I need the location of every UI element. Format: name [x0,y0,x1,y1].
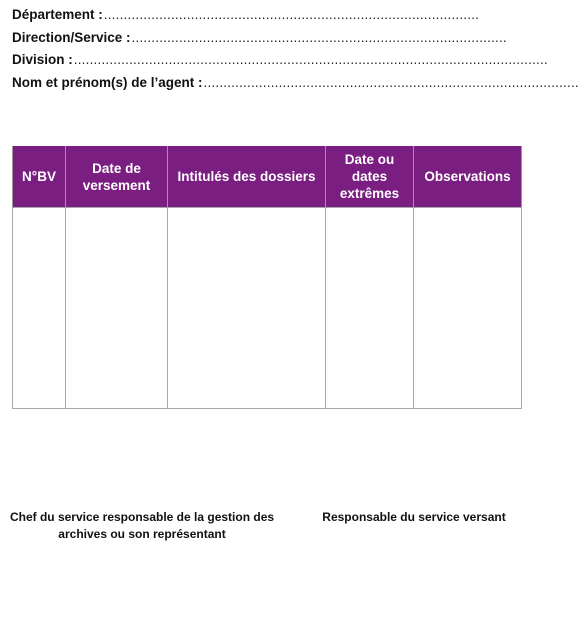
header-dates-extremes: Date ou dates extrêmes [326,146,414,208]
header-nbv: N°BV [13,146,66,208]
field-dots-departement: ............................................................................................... [103,7,480,22]
table-row [13,208,522,409]
cell-nbv[interactable] [13,208,66,409]
cell-intitules-dossiers[interactable] [168,208,326,409]
cell-date-versement[interactable] [66,208,168,409]
field-dots-division: ........................................................................................................................ [73,52,548,67]
field-nom-prenoms[interactable] [12,74,579,98]
field-label-departement: Département : [12,7,103,22]
field-dots-direction-service: ............................................................................................... [131,29,507,45]
field-label-division: Division : [12,52,73,67]
header-intitules-dossiers: Intitulés des dossiers [168,146,326,208]
field-label-nom-prenoms: Nom et prénom(s) de l’agent : [12,74,203,90]
field-direction-service[interactable] [12,30,522,53]
field-division[interactable] [12,52,548,75]
signature-chef-service: Chef du service responsable de la gestion des archives ou son représentant [9,510,275,541]
form-fields [12,7,579,97]
signature-responsable-versant: Responsable du service versant [322,510,506,524]
cell-observations[interactable] [414,208,522,409]
field-departement[interactable] [12,7,522,30]
register-table-container [12,146,521,409]
register-table [12,146,522,409]
field-label-direction-service: Direction/Service : [12,29,131,45]
header-observations: Observations [414,146,522,208]
field-dots-nom-prenoms: ............................................................................................... [203,74,579,90]
header-date-versement: Date de versement [66,146,168,208]
table-header-row [13,146,522,208]
cell-dates-extremes[interactable] [326,208,414,409]
